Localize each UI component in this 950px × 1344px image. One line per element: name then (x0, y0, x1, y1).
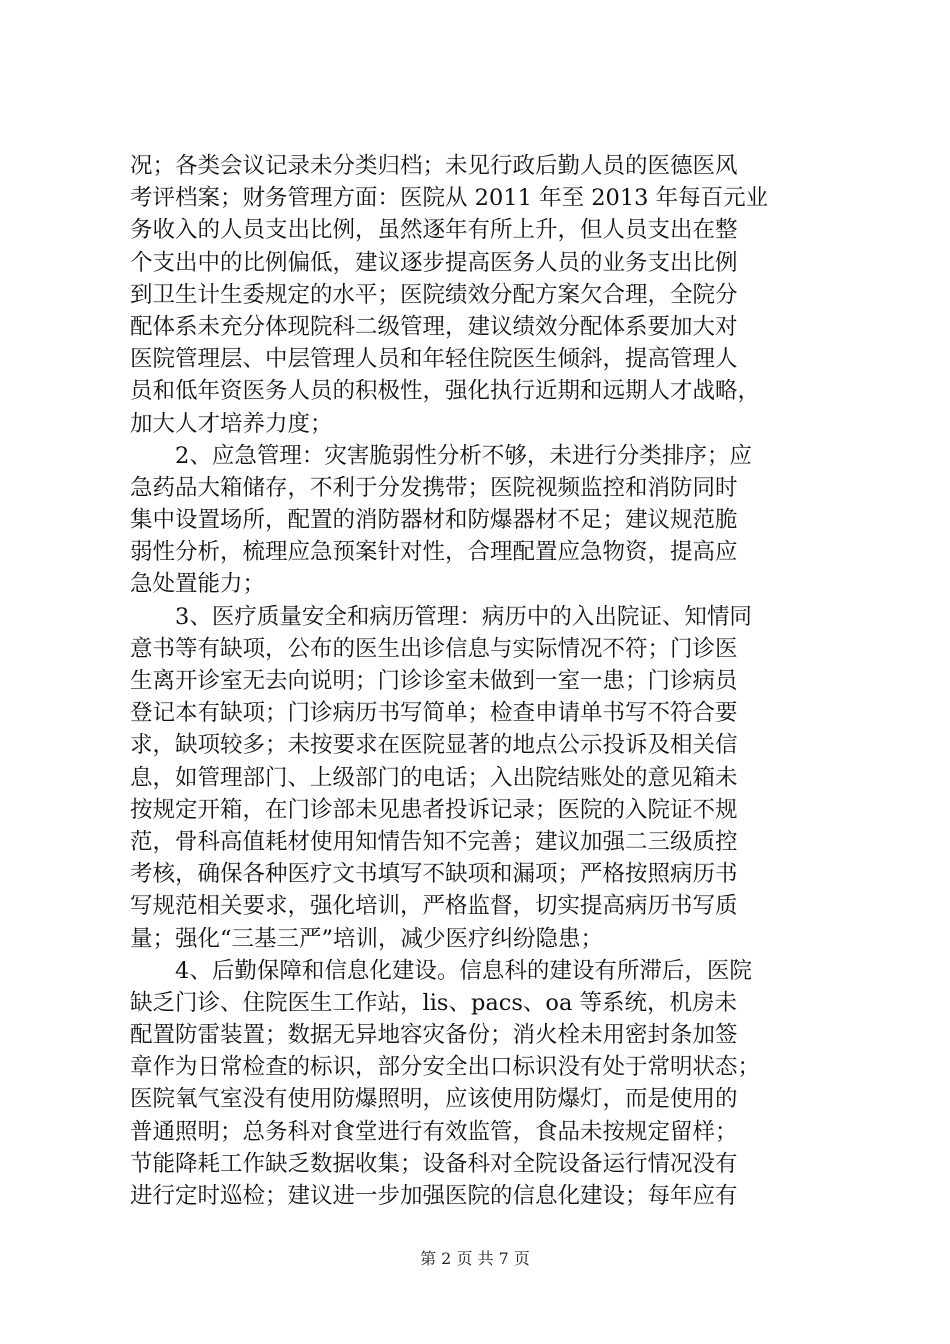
text-line: 生离开诊室无去向说明；门诊诊室未做到一室一患；门诊病员 (130, 668, 738, 694)
text-line: 量；强化“三基三严”培训，减少医疗纠纷隐患； (130, 925, 604, 952)
text-line: 范，骨科高值耗材使用知情告知不完善；建议加强二三级质控 (130, 828, 738, 855)
text-line: 写规范相关要求，强化培训，严格监督，切实提高病历书写质 (130, 893, 738, 920)
text-line: 按规定开箱，在门诊部未见患者投诉记录；医院的入院证不规 (130, 796, 738, 823)
page-number-footer: 第 2 页 共 7 页 (420, 1249, 530, 1268)
text-line: 进行定时巡检；建议进一步加强医院的信息化建设；每年应有 (130, 1183, 738, 1209)
text-line: 缺乏门诊、住院医生工作站，lis、pacs、oa 等系统，机房未 (130, 989, 738, 1016)
document-body (130, 150, 830, 1212)
text-line: 普通照明；总务科对食堂进行有效监管，食品未按规定留样； (130, 1118, 738, 1145)
text-line: 医院氧气室没有使用防爆照明，应该使用防爆灯，而是使用的 (130, 1086, 738, 1113)
text-line: 考核，确保各种医疗文书填写不缺项和漏项；严格按照病历书 (130, 861, 738, 888)
text-line: 弱性分析，梳理应急预案针对性，合理配置应急物资，提高应 (130, 539, 738, 566)
text-line: 登记本有缺项；门诊病历书写简单；检查申请单书写不符合要 (130, 700, 738, 727)
text-line: 息，如管理部门、上级部门的电话；入出院结账处的意见箱未 (130, 764, 738, 791)
text-line: 到卫生计生委规定的水平；医院绩效分配方案欠合理，全院分 (130, 281, 738, 308)
text-line: 员和低年资医务人员的积极性，强化执行近期和远期人才战略， (130, 378, 761, 405)
section-2-first-line: 2、应急管理：灾害脆弱性分析不够，未进行分类排序；应 (175, 442, 752, 469)
text-line: 急处置能力； (130, 571, 266, 598)
text-line: 加大人才培养力度； (130, 410, 333, 437)
section-4-first-line: 4、后勤保障和信息化建设。信息科的建设有所滞后，医院 (175, 957, 752, 984)
text-line: 医院管理层、中层管理人员和年轻住院医生倾斜，提高管理人 (130, 346, 738, 373)
text-line: 急药品大箱储存，不利于分发携带；医院视频监控和消防同时 (130, 474, 738, 501)
text-line: 求，缺项较多；未按要求在医院显著的地点公示投诉及相关信 (130, 732, 738, 759)
text-line: 个支出中的比例偏低，建议逐步提高医务人员的业务支出比例 (130, 249, 738, 276)
text-line: 考评档案；财务管理方面：医院从 2011 年至 2013 年每百元业 (130, 185, 769, 212)
text-line: 务收入的人员支出比例，虽然逐年有所上升，但人员支出在整 (130, 217, 738, 244)
text-line: 集中设置场所，配置的消防器材和防爆器材不足；建议规范脆 (130, 507, 738, 534)
section-3-first-line: 3、医疗质量安全和病历管理：病历中的入出院证、知情同 (175, 603, 752, 630)
text-line: 配体系未充分体现院科二级管理，建议绩效分配体系要加大对 (130, 313, 738, 340)
text-line: 意书等有缺项，公布的医生出诊信息与实际情况不符；门诊医 (130, 635, 738, 662)
text-line: 节能降耗工作缺乏数据收集；设备科对全院设备运行情况没有 (130, 1150, 738, 1177)
text-line: 配置防雷装置；数据无异地容灾备份；消火栓未用密封条加签 (130, 1022, 738, 1049)
text-line: 章作为日常检查的标识，部分安全出口标识没有处于常明状态； (130, 1054, 761, 1081)
text-line: 况；各类会议记录未分类归档；未见行政后勤人员的医德医风 (130, 153, 738, 179)
